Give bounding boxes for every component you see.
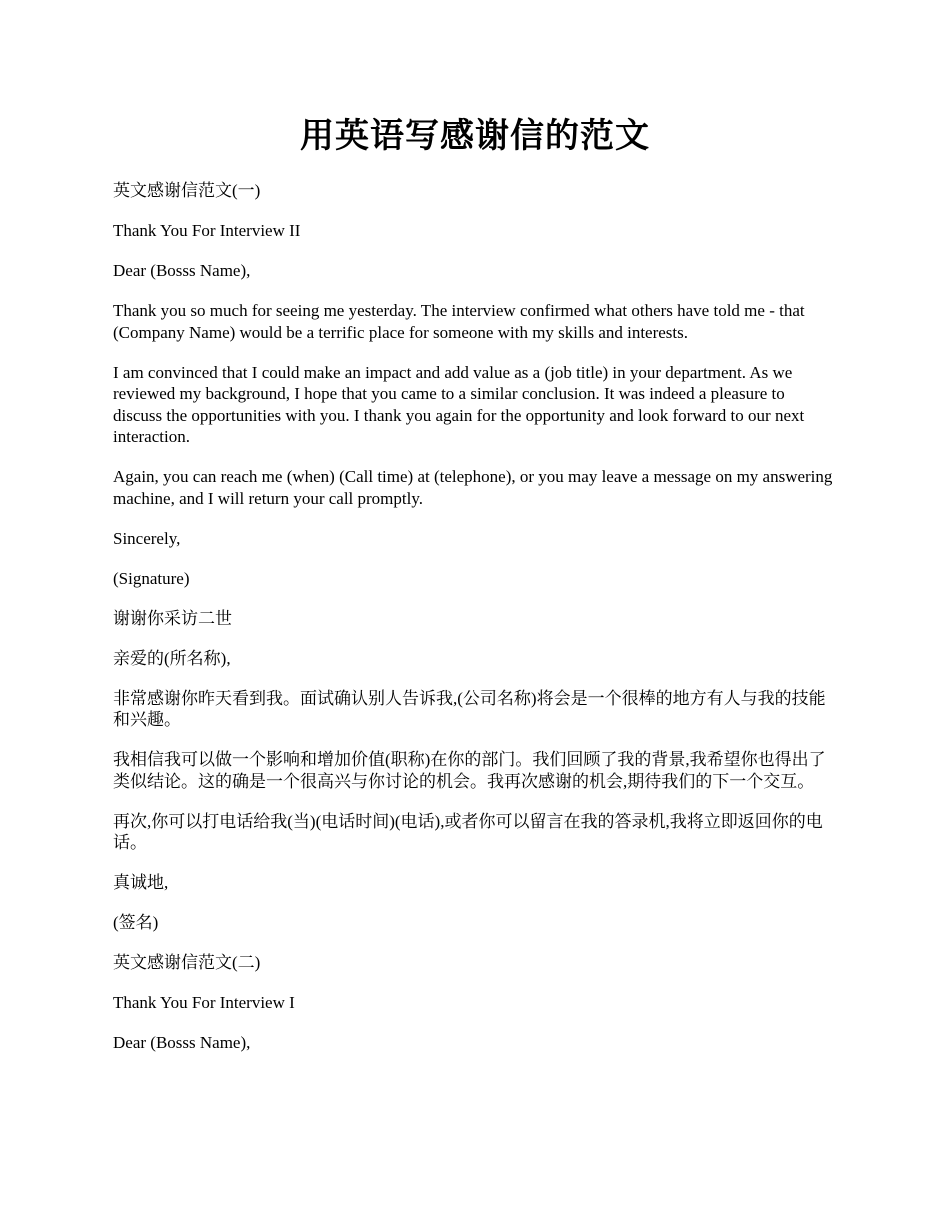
letter-subject-en-1: Thank You For Interview I: [113, 993, 295, 1012]
salutation-en: Dear (Bosss Name),: [113, 261, 251, 280]
body-paragraph-zh-3: 再次,你可以打电话给我(当)(电话时间)(电话),或者你可以留言在我的答录机,我将立即返回你的电话。: [113, 811, 823, 852]
body-paragraph-zh-1: 非常感谢你昨天看到我。面试确认别人告诉我,(公司名称)将会是一个很棒的地方有人与我的技能和兴趣。: [113, 688, 826, 729]
document-title: 用英语写感谢信的范文: [300, 116, 650, 156]
body-paragraph-zh-2: 我相信我可以做一个影响和增加价值(职称)在你的部门。我们回顾了我的背景,我希望你也得出了类似结论。这的确是一个很高兴与你讨论的机会。我再次感谢的机会,期待我们的下一个交互。: [113, 750, 826, 791]
letter-subject-zh: 谢谢你采访二世: [113, 608, 232, 628]
salutation-en-2: Dear (Bosss Name),: [113, 1033, 251, 1052]
body-paragraph-en-2: I am convinced that I could make an impact and add value as a (job title) in your department. As we reviewed my background, I hope that you came to a similar conclusion. It was indeed a pleasure to discuss the opportunities with you. I thank you again for the opportunity and look forward to our next interaction.: [113, 362, 805, 446]
letter-subject-en-2: Thank You For Interview II: [113, 221, 301, 240]
closing-en: Sincerely,: [113, 528, 181, 548]
salutation-zh: 亲爱的(所名称),: [113, 648, 231, 668]
body-paragraph-en-1: Thank you so much for seeing me yesterday. The interview confirmed what others have told me - that (Company Name) would be a terrific place for someone with my skills and interests.: [113, 301, 805, 342]
signature-en: (Signature): [113, 568, 190, 588]
section-heading-2: 英文感谢信范文(二): [113, 953, 261, 972]
document-body: [113, 180, 838, 1072]
signature-zh: (签名): [113, 913, 159, 932]
body-paragraph-en-3: Again, you can reach me (when) (Call time) at (telephone), or you may leave a message on my answering machine, and I will return your call promptly.: [113, 467, 833, 508]
section-heading-1: 英文感谢信范文(一): [113, 181, 261, 200]
closing-zh: 真诚地,: [113, 873, 169, 892]
